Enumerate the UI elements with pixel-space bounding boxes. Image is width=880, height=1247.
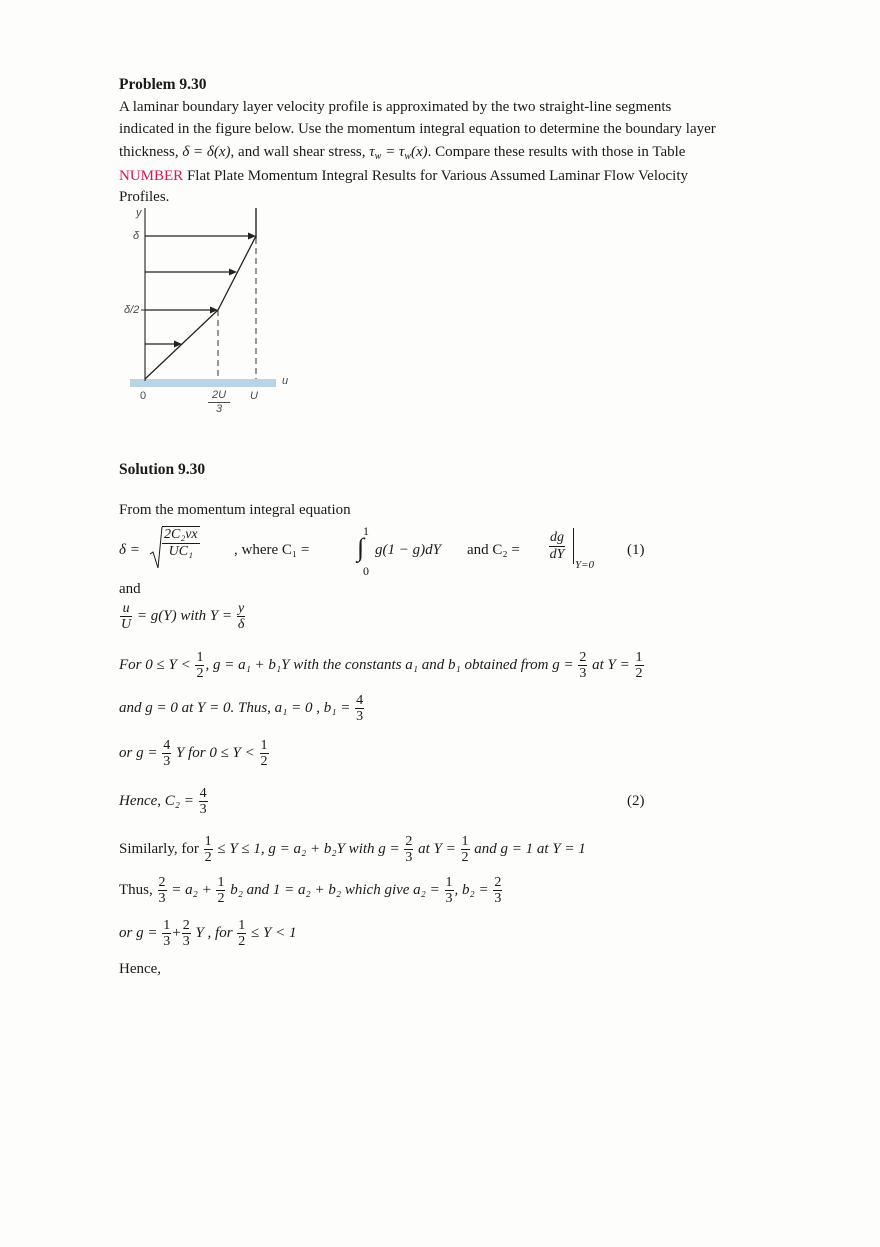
or2-d: ≤ Y < 1: [251, 924, 297, 941]
two-thirds-num: 2U: [208, 389, 230, 403]
figure-two-thirds-label: [208, 389, 230, 416]
eq1-delta: δ =: [119, 542, 140, 558]
eq1-where: , where C₁ =: [234, 542, 310, 558]
eq1-den: UC₁: [168, 544, 193, 559]
figure-origin-label: 0: [140, 390, 147, 402]
thus-f4: $\frac{2}{3}$: [494, 875, 502, 906]
sim-b: ≤ Y ≤ 1, g = a₂ + b₂Y with g =: [217, 840, 400, 857]
line3-text-a: thickness,: [119, 144, 179, 160]
tau-symbol: τ: [369, 144, 375, 160]
velocity-profile-segments: [145, 236, 256, 379]
u-over-U: $\frac{u}{U}$: [121, 601, 132, 632]
equation-1-number: (1): [627, 542, 645, 558]
problem-line-2: indicated in the figure below. Use the momentum integral equation to determine the boundary layer: [119, 121, 716, 137]
sim-two-thirds: $\frac{2}{3}$: [405, 834, 413, 865]
problem-line-1: A laminar boundary layer velocity profile is approximated by the two straight-line segments: [119, 99, 672, 115]
line3-text-c: . Compare these results with those in Table: [427, 144, 686, 160]
thus-f3: $\frac{1}{3}$: [445, 875, 453, 906]
line4-text: Flat Plate Momentum Integral Results for Various Assumed Laminar Flow Velocity: [183, 168, 688, 184]
line-similarly: [119, 834, 586, 865]
for1-two-thirds: $\frac{2}{3}$: [579, 650, 587, 681]
thus-a: Thus,: [119, 881, 153, 898]
or1-half: $\frac{1}{2}$: [260, 738, 268, 769]
y-over-delta: $\frac{y}{\delta}$: [237, 601, 245, 632]
tau-sub: w: [374, 151, 382, 162]
figure-y-label: y: [136, 207, 142, 219]
c2-value: $\frac{4}{3}$: [199, 786, 207, 817]
b1-value: $\frac{4}{3}$: [356, 693, 364, 724]
solution-intro: From the momentum integral equation: [119, 502, 351, 518]
or2-b: +: [172, 924, 181, 941]
hence1-a: Hence, C₂ =: [119, 792, 194, 809]
eq1-int-upper: 1: [363, 524, 369, 538]
problem-title: Problem 9.30: [119, 76, 207, 93]
line-hence-c2: [119, 786, 209, 817]
eq1-dden: dY: [549, 547, 565, 562]
or2-f2: $\frac{2}{3}$: [182, 918, 190, 949]
arrowhead-lower: [174, 341, 182, 348]
sim-y-half: $\frac{1}{2}$: [461, 834, 469, 865]
line3-text-b: , and wall shear stress,: [230, 144, 366, 160]
and-a: and g = 0 at Y = 0. Thus, a₁ = 0 , b₁ =: [119, 699, 351, 716]
eq1-derivative: [549, 530, 565, 563]
sqrt-sign: [149, 526, 163, 570]
thus-c: b₂ and 1 = a₂ + b₂ which give a₂ =: [230, 881, 440, 898]
figure-u-tick-label: U: [250, 390, 258, 402]
figure-delta-label: δ: [133, 230, 140, 242]
eval-bar: [573, 528, 574, 564]
figure-half-delta-label: δ/2: [124, 304, 140, 316]
thus-e: , b₂ =: [454, 881, 489, 898]
for1-a: For 0 ≤ Y <: [119, 656, 191, 673]
eq1-eval: Y=0: [575, 559, 595, 571]
or2-c: Y , for: [195, 924, 233, 941]
hence-final: Hence,: [119, 961, 162, 977]
problem-line-5: Profiles.: [119, 189, 170, 205]
thus-f1: $\frac{2}{3}$: [158, 875, 166, 906]
for1-b: , g = a₁ + b₁Y with the constants a₁ and b₁ obtained from g =: [205, 656, 574, 673]
tau-eq: = τ: [381, 144, 405, 160]
or2-f3: $\frac{1}{2}$: [238, 918, 246, 949]
eq1-and: and C₂ =: [467, 542, 520, 558]
flat-plate: [130, 379, 276, 387]
thus-f2: $\frac{1}{2}$: [217, 875, 225, 906]
sim-c: at Y =: [418, 840, 456, 857]
figure-u-axis-label: u: [282, 375, 289, 387]
eq-u-mid: = g(Y) with Y =: [136, 607, 233, 624]
for1-half: $\frac{1}{2}$: [196, 650, 204, 681]
for1-y-half: $\frac{1}{2}$: [635, 650, 643, 681]
sim-d: and g = 1 at Y = 1: [474, 840, 586, 857]
or1-a: or g =: [119, 744, 158, 761]
line-or-first: [119, 738, 270, 769]
sim-half: $\frac{1}{2}$: [204, 834, 212, 865]
and-word: and: [119, 581, 141, 597]
problem-line-4: [119, 167, 688, 186]
line-for-first-segment: [119, 650, 645, 681]
thus-b: = a₂ +: [171, 881, 212, 898]
or1-four-thirds: $\frac{4}{3}$: [163, 738, 171, 769]
sim-a: Similarly, for: [119, 840, 199, 857]
eq1-integrand: g(1 − g)dY: [375, 542, 441, 558]
equation-velocity-ratio: [119, 601, 246, 639]
or1-b: Y for 0 ≤ Y <: [175, 744, 255, 761]
line-thus-coefficients: [119, 875, 503, 906]
for1-c: at Y =: [592, 656, 630, 673]
tau-arg: (x): [410, 144, 428, 160]
eq1-int-lower: 0: [363, 564, 369, 578]
line-and-thus: [119, 693, 365, 724]
eq1-fraction: [162, 526, 200, 560]
delta-expression: δ = δ(x): [182, 144, 231, 160]
line-or-second: [119, 918, 297, 949]
arrowhead-half-delta: [210, 307, 218, 314]
solution-title: Solution 9.30: [119, 461, 206, 478]
integral-sign: ∫: [357, 533, 365, 562]
or2-a: or g =: [119, 924, 158, 941]
eq1-dnum: dg: [550, 530, 564, 545]
eq1-num: 2C₂νx: [164, 527, 198, 542]
table-number-placeholder: NUMBER: [119, 168, 184, 184]
or2-f1: $\frac{1}{3}$: [163, 918, 171, 949]
two-thirds-den: 3: [215, 403, 223, 415]
tau-sub-2: w: [404, 151, 411, 162]
problem-line-3: [119, 143, 685, 166]
equation-2-number: (2): [627, 793, 645, 809]
